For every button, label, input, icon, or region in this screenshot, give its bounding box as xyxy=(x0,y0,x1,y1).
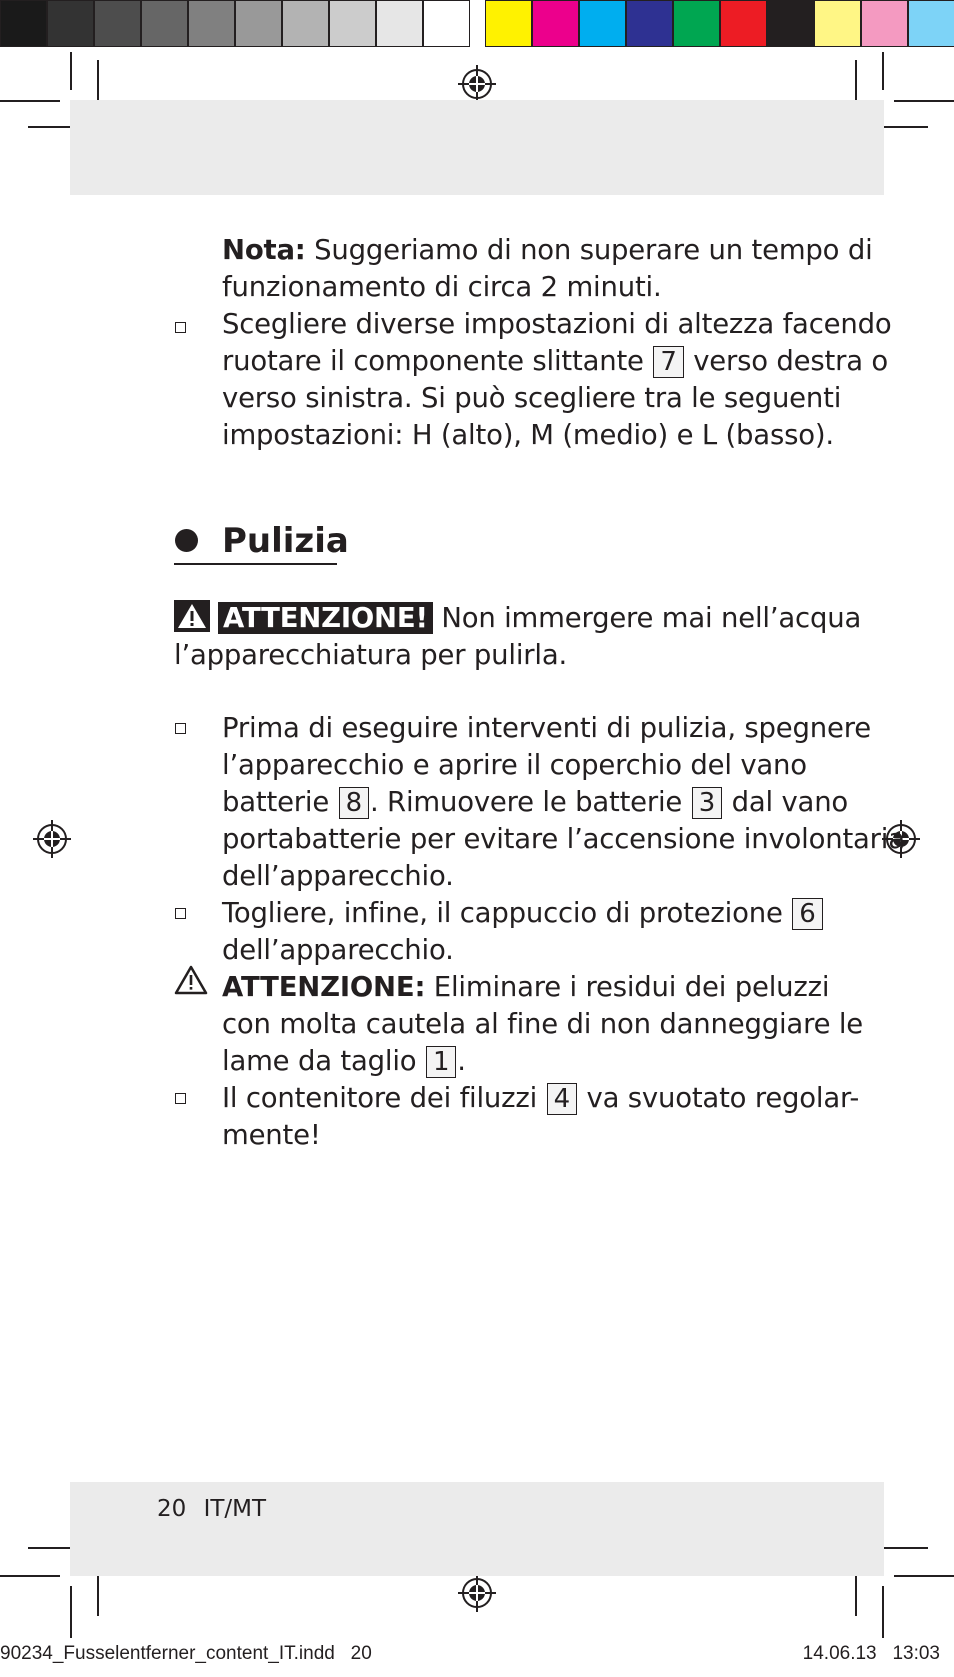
crop-mark xyxy=(882,1586,884,1638)
page-footer xyxy=(157,1496,266,1522)
crop-mark xyxy=(894,100,954,102)
slug-filename: 90234_Fusselentferner_content_IT.indd 20 xyxy=(0,1643,372,1664)
cleaning-step-line: l’apparecchio e aprire il coperchio del vano xyxy=(222,749,807,781)
registration-mark-icon xyxy=(458,65,496,103)
cleaning-step-line: Prima di eseguire interventi di pulizia, spegnere xyxy=(222,712,871,744)
caution-paragraph: ATTENZIONE: Eliminare i residui dei peluzzi xyxy=(222,971,830,1003)
color-swatch xyxy=(235,0,282,47)
part-reference: 8 xyxy=(339,787,369,819)
height-instruction-line: impostazioni: H (alto), M (medio) e L (basso). xyxy=(222,419,834,451)
cleaning-step-line: dell’apparecchio. xyxy=(222,934,454,966)
color-swatch xyxy=(673,0,720,47)
section-underline xyxy=(174,563,337,565)
warning-paragraph xyxy=(174,600,861,637)
checkbox-bullet-icon xyxy=(175,723,186,734)
page-number: 20 xyxy=(157,1496,187,1522)
checkbox-bullet-icon xyxy=(175,908,186,919)
color-swatch xyxy=(532,0,579,47)
caution-line: con molta cautela al fine di non danneggiare le xyxy=(222,1008,863,1040)
crop-mark xyxy=(70,1586,72,1638)
cleaning-step-line: Togliere, infine, il cappuccio di protezione 6 xyxy=(222,895,824,932)
warning-text: Non immergere mai nell’acqua xyxy=(441,602,862,634)
warning-label: ATTENZIONE! xyxy=(218,602,433,634)
section-bullet-icon xyxy=(175,529,198,552)
registration-mark-icon xyxy=(458,1574,496,1612)
crop-mark xyxy=(894,1575,954,1577)
color-calibration-bar xyxy=(485,0,954,49)
note-label: Nota: xyxy=(222,234,306,266)
part-reference: 3 xyxy=(692,787,722,819)
part-reference: 6 xyxy=(792,898,822,930)
color-swatch xyxy=(579,0,626,47)
color-swatch xyxy=(626,0,673,47)
part-reference: 1 xyxy=(426,1046,456,1078)
caution-line: lame da taglio 1 . xyxy=(222,1045,466,1077)
cleaning-step-line: batterie 8 . Rimuovere le batterie 3 dal vano xyxy=(222,786,849,818)
color-swatch xyxy=(908,0,954,47)
height-instruction-line: verso sinistra. Si può scegliere tra le seguenti xyxy=(222,382,842,414)
cleaning-step-line: mente! xyxy=(222,1119,321,1151)
color-swatch xyxy=(814,0,861,47)
gray-calibration-bar xyxy=(0,0,470,49)
cleaning-step-line: portabatterie per evitare l’accensione involontaria xyxy=(222,823,905,855)
crop-mark xyxy=(882,52,884,90)
height-instruction-line: ruotare il componente slittante 7 verso destra o xyxy=(222,345,889,377)
header-band xyxy=(70,100,884,195)
cleaning-step-line: Il contenitore dei filuzzi 4 va svuotato regolar- xyxy=(222,1082,860,1114)
note-paragraph xyxy=(222,232,873,269)
color-swatch xyxy=(188,0,235,47)
crop-mark xyxy=(0,100,60,102)
color-swatch xyxy=(94,0,141,47)
warning-triangle-icon xyxy=(174,600,210,632)
color-swatch xyxy=(141,0,188,47)
crop-mark xyxy=(70,52,72,90)
color-swatch xyxy=(861,0,908,47)
part-reference: 4 xyxy=(547,1083,577,1115)
language-code: IT/MT xyxy=(203,1496,267,1522)
color-swatch xyxy=(376,0,423,47)
warning-text-line: l’apparecchiatura per pulirla. xyxy=(174,639,568,671)
note-text: Suggeriamo di non superare un tempo di xyxy=(314,234,873,266)
registration-mark-icon xyxy=(33,820,71,858)
color-swatch xyxy=(720,0,767,47)
color-swatch xyxy=(0,0,47,47)
height-instruction-line: Scegliere diverse impostazioni di altezza facendo xyxy=(222,308,892,340)
note-paragraph-line: funzionamento di circa 2 minuti. xyxy=(222,271,662,303)
color-swatch xyxy=(329,0,376,47)
crop-mark xyxy=(0,1575,60,1577)
slug-datetime: 14.06.13 13:03 xyxy=(802,1643,940,1664)
caution-label: ATTENZIONE: xyxy=(222,971,426,1003)
cleaning-step-line: dell’apparecchio. xyxy=(222,860,454,892)
color-swatch xyxy=(767,0,814,47)
color-swatch xyxy=(282,0,329,47)
caution-triangle-icon xyxy=(174,965,208,995)
checkbox-bullet-icon xyxy=(175,322,186,333)
color-swatch xyxy=(485,0,532,47)
part-reference: 7 xyxy=(653,346,683,378)
section-title: Pulizia xyxy=(222,521,349,561)
color-swatch xyxy=(423,0,470,47)
color-swatch xyxy=(47,0,94,47)
checkbox-bullet-icon xyxy=(175,1093,186,1104)
